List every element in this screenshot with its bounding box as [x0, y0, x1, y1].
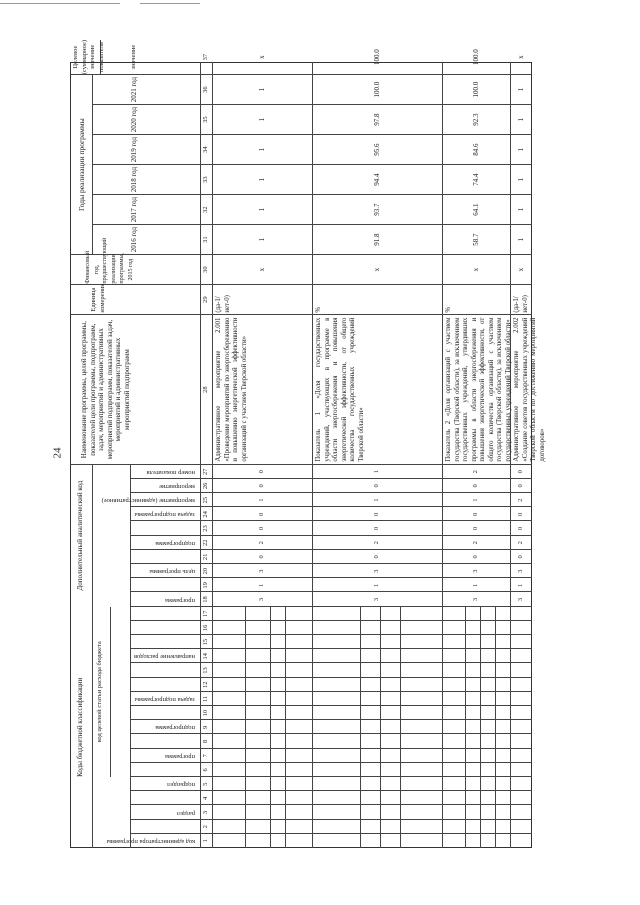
- row-total-value: 100.0: [472, 49, 480, 65]
- hdr-line-sub: [130, 465, 131, 848]
- row-addl-code: 0: [472, 526, 479, 531]
- code-col-line: [130, 748, 532, 749]
- row-addl-code: 3: [258, 569, 265, 573]
- row-addl-code: 0: [472, 512, 479, 516]
- code-sub-line: [360, 607, 361, 848]
- code-col-line: [130, 819, 532, 820]
- column-number: 35: [202, 116, 209, 123]
- addl-code-group-header: Дополнительный аналитический код: [76, 480, 84, 591]
- row-addl-code: 0: [472, 555, 479, 559]
- row-unit: (да-1/ нет-0): [215, 295, 231, 313]
- row-unit: %: [315, 306, 322, 313]
- column-number: 22: [202, 539, 209, 546]
- code-sub-line: [245, 607, 246, 848]
- row-unit: (да-1/ нет-0): [513, 295, 529, 313]
- code-col-label: направление расходов: [133, 653, 195, 661]
- base-col-line: [70, 284, 532, 285]
- code-col-label: программа: [165, 752, 195, 760]
- column-number: 33: [202, 176, 209, 183]
- column-number: 30: [202, 266, 209, 273]
- row-addl-code: 2: [373, 541, 380, 545]
- row-addl-code: 1: [517, 583, 524, 587]
- row-addl-code: 0: [373, 555, 380, 559]
- row-addl-code: 0: [258, 512, 265, 516]
- row-year-value: 1: [517, 207, 525, 212]
- hdr-line-addl: [92, 465, 93, 607]
- row-addl-code: 0: [258, 526, 265, 531]
- codes-group-header: Коды бюджетной классификации: [76, 677, 84, 777]
- column-number: 34: [202, 146, 209, 153]
- column-number: 37: [202, 53, 209, 61]
- row-base-value: х: [258, 267, 266, 272]
- code-col-line: [130, 691, 532, 692]
- row-total-value: х: [517, 55, 525, 59]
- code-col-line: [130, 677, 532, 678]
- column-number: 26: [202, 482, 209, 490]
- column-number: 9: [202, 725, 209, 729]
- code-col-label: подпрограмма: [155, 539, 195, 547]
- row-addl-code: 0: [373, 526, 380, 531]
- code-sub-line: [480, 607, 481, 848]
- row-year-value: 1: [258, 177, 266, 182]
- row-year-value: 93.7: [373, 203, 381, 216]
- code-sub-line: [380, 607, 381, 848]
- year-header: 2017 год: [130, 196, 138, 223]
- code-sub-line: [400, 607, 401, 848]
- row-year-value: 1: [517, 147, 525, 152]
- rotated-table: [70, 39, 546, 848]
- years-group-header: Годы реализации программы: [77, 118, 86, 211]
- total-col-line: [70, 74, 532, 75]
- row-addl-code: 0: [517, 484, 524, 488]
- code-col-line: [130, 805, 532, 806]
- code-col-line: [130, 705, 532, 706]
- name-col-line: [70, 464, 532, 465]
- code-sub-line: [465, 607, 466, 848]
- row-year-value: 1: [517, 87, 525, 92]
- code-col-label: мероприятие (административное): [101, 497, 195, 505]
- row-addl-code: 0: [517, 555, 524, 559]
- row-year-value: 1: [258, 117, 266, 122]
- column-number: 25: [202, 496, 209, 504]
- column-number: 28: [202, 386, 209, 393]
- row-year-value: 1: [258, 207, 266, 212]
- code-col-label: подпрограмма: [155, 724, 195, 732]
- code-col-line: [130, 663, 532, 664]
- name-col-header: Наименование программы, целей программы, показателей цели программы, подпрограмм, задач, мероприятий и административных мероприятий подпрограмм, показателей задач, мероприятий и административных мероприятий подпрограмм: [80, 319, 131, 460]
- column-number: 31: [202, 236, 209, 243]
- code-col-line: [130, 634, 532, 635]
- row-addl-code: 1: [373, 470, 380, 474]
- code-col-label: мероприятие: [159, 483, 195, 490]
- row-addl-code: 3: [373, 569, 380, 573]
- column-number: 19: [202, 582, 209, 589]
- row-total-value: 100.0: [373, 49, 381, 65]
- year-header: 2021 год: [130, 76, 138, 103]
- column-number: 23: [202, 525, 209, 532]
- page-number: 24: [51, 447, 64, 459]
- unit-col-header: Единица измерения: [90, 283, 106, 313]
- code-sub-line: [270, 607, 271, 848]
- column-number: 16: [202, 624, 209, 632]
- base-col-header: Финансовый год, предшествующий реализации программы, 2015 год: [85, 237, 134, 284]
- column-number: 10: [202, 709, 209, 717]
- row-name: Административное мероприятие 2.002 «Создание советов государственных учреждений Тверской области по достижению мероприятий договоров»: [513, 317, 546, 462]
- row-addl-code: 2: [517, 541, 524, 545]
- code-col-label: код администратора программы: [106, 838, 195, 845]
- column-number: 6: [202, 768, 209, 772]
- column-number: 21: [202, 553, 209, 561]
- row-year-value: 74.4: [472, 173, 480, 186]
- row-addl-code: 1: [472, 498, 479, 502]
- row-year-value: 1: [517, 237, 525, 242]
- row-addl-code: 0: [373, 484, 380, 488]
- code-col-label: цель программы: [149, 568, 195, 576]
- code-col-line: [130, 762, 532, 763]
- row-addl-code: 0: [373, 512, 380, 516]
- code-col-line: [130, 734, 532, 735]
- value-subheader: значение: [130, 44, 137, 70]
- column-number: 29: [202, 296, 209, 303]
- years-start-line: [70, 254, 532, 255]
- row-year-value: 1: [258, 237, 266, 242]
- column-number: 7: [202, 754, 209, 758]
- row-addl-code: 2: [472, 541, 479, 545]
- column-number: 5: [202, 782, 209, 786]
- kcsr-group-header: код целевой статьи расхода бюджета: [96, 641, 103, 743]
- row-year-value: 58.7: [472, 233, 480, 246]
- column-number: 20: [202, 567, 209, 575]
- row-base-value: х: [517, 267, 525, 272]
- row-line: [312, 62, 313, 848]
- column-number: 24: [202, 511, 209, 518]
- column-number: 17: [202, 610, 209, 617]
- code-col-label: раздел: [176, 809, 195, 817]
- column-number: 13: [202, 667, 209, 674]
- row-year-value: 95.6: [373, 143, 381, 156]
- year-header: 2018 год: [130, 166, 138, 193]
- column-number: 27: [202, 468, 209, 475]
- year-header: 2016 год: [130, 226, 138, 253]
- row-addl-code: 3: [472, 597, 479, 602]
- row-year-value: 92.3: [472, 113, 480, 126]
- row-year-value: 1: [258, 147, 266, 152]
- code-col-label: подраздел: [167, 781, 195, 789]
- code-col-line: [130, 620, 532, 621]
- row-addl-code: 1: [258, 498, 265, 502]
- row-addl-code: 3: [373, 597, 380, 602]
- row-year-value: 84.6: [472, 143, 480, 156]
- code-col-line: [130, 833, 532, 834]
- hdr-line-years: [92, 75, 93, 255]
- num-row-line: [212, 62, 213, 848]
- row-addl-code: 3: [258, 597, 265, 602]
- row-base-value: х: [472, 267, 480, 272]
- hdr-line-codes: [92, 607, 93, 848]
- row-year-value: 100.0: [373, 81, 381, 98]
- row-addl-code: 3: [517, 597, 524, 602]
- row-year-value: 1: [517, 117, 525, 122]
- column-number: 12: [202, 681, 209, 688]
- column-number: 18: [202, 596, 209, 603]
- code-sub-line: [285, 607, 286, 848]
- row-year-value: 1: [258, 87, 266, 92]
- row-addl-code: 0: [517, 470, 524, 474]
- hdr-bottom-line: [200, 62, 201, 848]
- code-sub-line: [495, 607, 496, 848]
- scan-top-edge: [0, 0, 640, 8]
- code-col-line: [130, 649, 532, 650]
- row-addl-code: 0: [258, 484, 265, 488]
- year-header: 2019 год: [130, 136, 138, 163]
- column-number: 2: [202, 825, 209, 829]
- column-number: 8: [202, 739, 209, 744]
- column-number: 11: [202, 695, 209, 703]
- row-base-value: х: [373, 267, 381, 272]
- column-number: 4: [202, 796, 209, 800]
- unit-col-line: [70, 314, 532, 315]
- total-header: Целевое (суммарное) значение показателя: [72, 39, 105, 75]
- column-number: 3: [202, 810, 209, 815]
- row-addl-code: 0: [472, 484, 479, 488]
- row-addl-code: 3: [472, 569, 479, 573]
- row-name: Административное мероприятие 2.001 «Проведение мероприятий по энергосбережению и повышению энергетической эффективности организаций с участием Тверской области»: [215, 317, 248, 462]
- row-addl-code: 0: [258, 470, 265, 474]
- row-year-value: 94.4: [373, 173, 381, 186]
- row-year-value: 97.8: [373, 113, 381, 126]
- row-addl-code: 0: [258, 555, 265, 559]
- hdr-line-kcsr: [110, 607, 111, 777]
- code-col-line: [130, 776, 532, 777]
- row-addl-code: 3: [517, 569, 524, 573]
- row-name: Показатель 2 «Доля организаций с участием государства (Тверской области), за исключением государственных учреждений, утвердивших программы в области энергосбережения и повышения энергетической эффективности, от общего количества организаций с участием государства (Тверской области), за исключением государственных учреждений Тверской области»: [445, 317, 512, 462]
- code-col-label: программа: [165, 596, 195, 604]
- row-addl-code: 0: [517, 526, 524, 531]
- row-addl-code: 2: [258, 541, 265, 545]
- column-number: 1: [202, 839, 209, 843]
- code-col-line: [130, 791, 532, 792]
- column-number: 14: [202, 653, 209, 660]
- row-addl-code: 0: [517, 512, 524, 516]
- row-year-value: 64.1: [472, 203, 480, 216]
- row-addl-code: 1: [258, 583, 265, 587]
- column-number: 36: [202, 86, 209, 93]
- year-header: 2020 год: [130, 106, 138, 133]
- row-addl-code: 2: [517, 498, 524, 502]
- row-addl-code: 1: [373, 498, 380, 502]
- row-year-value: 100.0: [472, 81, 480, 98]
- row-unit: %: [445, 306, 452, 313]
- row-name: Показатель 1 «Доля государственных учреждений, участвующих в программе в области энергосбережения и повышения энергетической эффективности, от общего количества государственных учреждений Тверской области»: [315, 317, 365, 462]
- column-number: 15: [202, 638, 209, 646]
- row-year-value: 91.8: [373, 233, 381, 246]
- row-line: [442, 62, 443, 848]
- code-col-label: задача подпрограммы: [134, 511, 195, 519]
- row-addl-code: 1: [472, 583, 479, 587]
- column-number: 32: [202, 206, 209, 213]
- row-total-value: х: [258, 55, 266, 59]
- row-year-value: 1: [517, 177, 525, 182]
- code-col-label: задача подпрограммы: [134, 696, 195, 703]
- row-addl-code: 1: [373, 583, 380, 587]
- code-col-line: [130, 720, 532, 721]
- row-addl-code: 2: [472, 470, 479, 474]
- code-col-label: номер показателя: [146, 468, 195, 476]
